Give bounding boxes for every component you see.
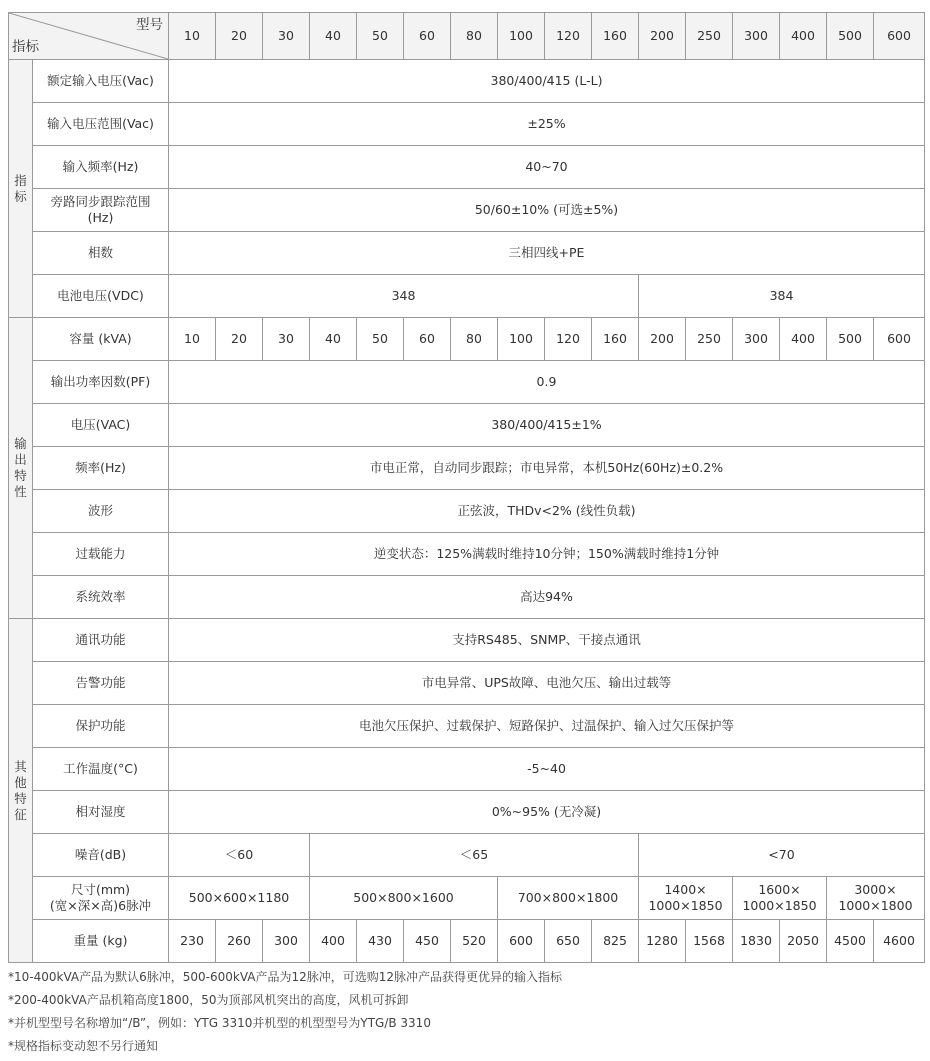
row-label: 重量 (kg)	[33, 920, 169, 963]
footnote: *200-400kVA产品机箱高度1800，50为顶部风机突出的高度，风机可拆卸	[8, 993, 409, 1007]
spec-row-humidity	[9, 791, 925, 834]
model-cell: 30	[263, 13, 310, 60]
row-label: 相数	[33, 232, 169, 275]
spec-row-weight	[9, 920, 925, 963]
size-cell	[310, 877, 498, 920]
spec-row-communication	[9, 619, 925, 662]
capacity-cell: 120	[545, 318, 592, 361]
row-label: 工作温度(°C)	[33, 748, 169, 791]
capacity-cell: 100	[498, 318, 545, 361]
capacity-cell: 200	[639, 318, 686, 361]
model-cell: 10	[169, 13, 216, 60]
spec-row-power-factor	[9, 361, 925, 404]
spec-row-battery-voltage	[9, 275, 925, 318]
row-value: ＜60	[169, 834, 310, 877]
weight-cell: 4600	[874, 920, 925, 963]
capacity-cell: 80	[451, 318, 498, 361]
row-value: ＜65	[310, 834, 639, 877]
model-cell: 200	[639, 13, 686, 60]
weight-cell: 230	[169, 920, 216, 963]
row-label: 电压(VAC)	[33, 404, 169, 447]
model-cell: 400	[780, 13, 827, 60]
size-cell	[827, 877, 925, 920]
capacity-cell: 30	[263, 318, 310, 361]
model-cell: 600	[874, 13, 925, 60]
row-value: 380/400/415 (L-L)	[169, 60, 925, 103]
spec-row-capacity	[9, 318, 925, 361]
weight-cell: 825	[592, 920, 639, 963]
spec-row-phase	[9, 232, 925, 275]
model-cell: 40	[310, 13, 357, 60]
capacity-cell: 400	[780, 318, 827, 361]
row-value: 50/60±10% (可选±5%)	[169, 189, 925, 232]
model-cell: 100	[498, 13, 545, 60]
row-value: 市电异常、UPS故障、电池欠压、输出过载等	[169, 662, 925, 705]
row-label: 保护功能	[33, 705, 169, 748]
row-value: <70	[639, 834, 925, 877]
spec-row-input-frequency	[9, 146, 925, 189]
weight-cell: 450	[404, 920, 451, 963]
spec-row-voltage-range	[9, 103, 925, 146]
spec-row-temperature	[9, 748, 925, 791]
row-value: 支持RS485、SNMP、干接点通讯	[169, 619, 925, 662]
capacity-cell: 250	[686, 318, 733, 361]
weight-cell: 2050	[780, 920, 827, 963]
size-line1: 500×600×1180	[188, 890, 290, 905]
spec-row-protection	[9, 705, 925, 748]
spec-row-overload	[9, 533, 925, 576]
row-value: ±25%	[169, 103, 925, 146]
row-value: 0%~95% (无冷凝)	[169, 791, 925, 834]
row-label: 系统效率	[33, 576, 169, 619]
row-label: 过载能力	[33, 533, 169, 576]
weight-cell: 1830	[733, 920, 780, 963]
header-row	[9, 13, 925, 60]
row-value: 正弦波，THDv<2% (线性负载)	[169, 490, 925, 533]
capacity-cell: 300	[733, 318, 780, 361]
spec-row-noise	[9, 834, 925, 877]
row-label: 输出功率因数(PF)	[33, 361, 169, 404]
row-value: 348	[169, 275, 639, 318]
model-cell: 50	[357, 13, 404, 60]
weight-cell: 260	[216, 920, 263, 963]
footnotes	[8, 966, 562, 1058]
weight-cell: 1568	[686, 920, 733, 963]
row-label: 相对湿度	[33, 791, 169, 834]
model-cell: 80	[451, 13, 498, 60]
spec-row-rated-voltage	[9, 60, 925, 103]
spec-row-output-frequency	[9, 447, 925, 490]
spec-row-size	[9, 877, 925, 920]
capacity-cell: 40	[310, 318, 357, 361]
row-value: 三相四线+PE	[169, 232, 925, 275]
weight-cell: 400	[310, 920, 357, 963]
row-label: 输入频率(Hz)	[33, 146, 169, 189]
spec-table	[8, 12, 925, 963]
capacity-cell: 50	[357, 318, 404, 361]
footnote: *规格指标变动恕不另行通知	[8, 1039, 159, 1053]
row-value: 电池欠压保护、过载保护、短路保护、过温保护、输入过欠压保护等	[169, 705, 925, 748]
row-label: 告警功能	[33, 662, 169, 705]
row-value: 逆变状态：125%满载时维持10分钟；150%满载时维持1分钟	[169, 533, 925, 576]
capacity-cell: 500	[827, 318, 874, 361]
capacity-cell: 600	[874, 318, 925, 361]
model-cell: 20	[216, 13, 263, 60]
size-line1: 700×800×1800	[517, 890, 619, 905]
footnote: *10-400kVA产品为默认6脉冲，500-600kVA产品为12脉冲，可选购12脉冲产品获得更优异的输入指标	[8, 970, 563, 984]
model-header-label: 型号	[136, 17, 163, 33]
size-line1: 1400×	[664, 882, 707, 897]
header-corner-cell	[9, 13, 169, 60]
row-label: 旁路同步跟踪范围(Hz)	[33, 189, 169, 232]
footnote: *并机型型号名称增加“/B”，例如：YTG 3310并机型的机型型号为YTG/B 3310	[8, 1016, 431, 1030]
spec-row-bypass-sync	[9, 189, 925, 232]
row-label: 通讯功能	[33, 619, 169, 662]
row-label: 频率(Hz)	[33, 447, 169, 490]
row-value: 380/400/415±1%	[169, 404, 925, 447]
size-cell	[639, 877, 733, 920]
weight-cell: 600	[498, 920, 545, 963]
model-cell: 300	[733, 13, 780, 60]
row-value: 384	[639, 275, 925, 318]
size-line2: 1000×1850	[648, 898, 723, 913]
capacity-cell: 10	[169, 318, 216, 361]
capacity-cell: 160	[592, 318, 639, 361]
weight-cell: 4500	[827, 920, 874, 963]
size-label-line1: 尺寸(mm)	[70, 882, 131, 897]
model-cell: 500	[827, 13, 874, 60]
row-label: 电池电压(VDC)	[33, 275, 169, 318]
size-line1: 3000×	[854, 882, 897, 897]
row-label: 噪音(dB)	[33, 834, 169, 877]
weight-cell: 520	[451, 920, 498, 963]
model-cell: 120	[545, 13, 592, 60]
size-line1: 1600×	[758, 882, 801, 897]
section-title-output: 输出特性	[9, 318, 33, 619]
weight-cell: 300	[263, 920, 310, 963]
size-label-line2: (宽×深×高)6脉冲	[49, 898, 152, 913]
model-cell: 250	[686, 13, 733, 60]
size-cell	[498, 877, 639, 920]
spec-row-output-voltage	[9, 404, 925, 447]
row-label	[33, 877, 169, 920]
size-cell	[733, 877, 827, 920]
row-label: 额定输入电压(Vac)	[33, 60, 169, 103]
capacity-cell: 20	[216, 318, 263, 361]
row-label: 容量 (kVA)	[33, 318, 169, 361]
model-cell: 160	[592, 13, 639, 60]
capacity-cell: 60	[404, 318, 451, 361]
row-label: 输入电压范围(Vac)	[33, 103, 169, 146]
weight-cell: 430	[357, 920, 404, 963]
size-line2: 1000×1800	[838, 898, 913, 913]
spec-row-alarm	[9, 662, 925, 705]
row-value: 40~70	[169, 146, 925, 189]
size-line2: 1000×1850	[742, 898, 817, 913]
size-line1: 500×800×1600	[353, 890, 454, 905]
row-value: 市电正常，自动同步跟踪；市电异常，本机50Hz(60Hz)±0.2%	[169, 447, 925, 490]
weight-cell: 1280	[639, 920, 686, 963]
model-cell: 60	[404, 13, 451, 60]
section-title-other: 其他特征	[9, 619, 33, 963]
size-cell	[169, 877, 310, 920]
weight-cell: 650	[545, 920, 592, 963]
row-label: 波形	[33, 490, 169, 533]
row-value: -5~40	[169, 748, 925, 791]
spec-row-waveform	[9, 490, 925, 533]
spec-row-efficiency	[9, 576, 925, 619]
row-value: 高达94%	[169, 576, 925, 619]
section-title-input: 指标	[9, 60, 33, 318]
row-value: 0.9	[169, 361, 925, 404]
spec-header-label: 指标	[12, 39, 39, 55]
